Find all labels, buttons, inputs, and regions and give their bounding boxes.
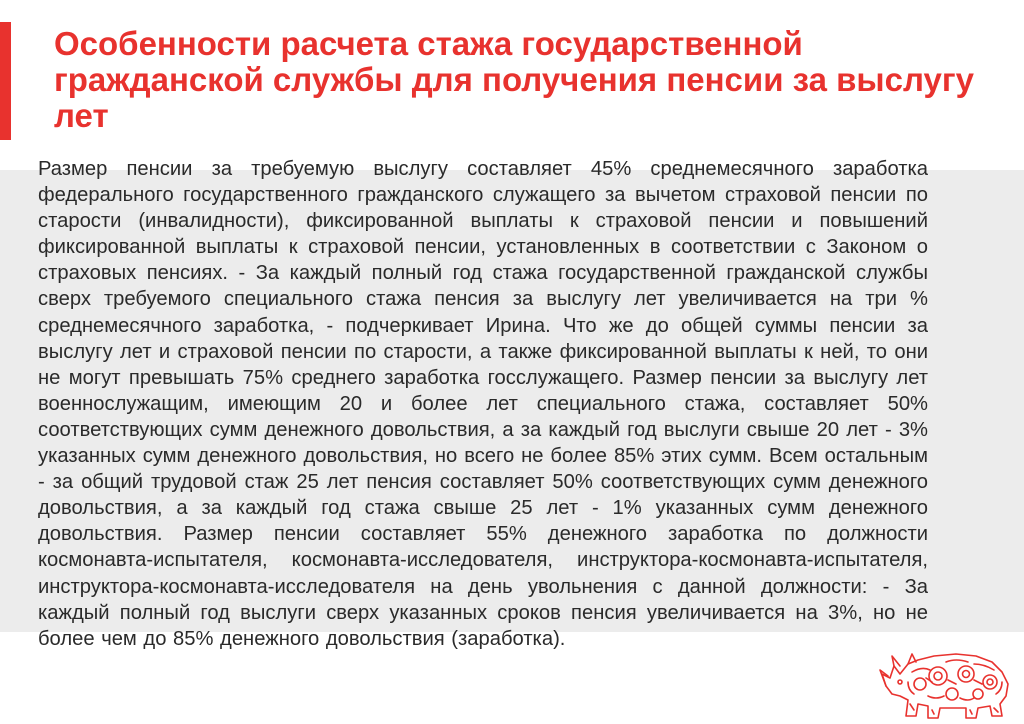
slide-title: Особенности расчета стажа государственной гражданской службы для получения пенсии за выслугу лет [54, 25, 974, 134]
rhino-logo-icon [878, 634, 1016, 720]
accent-bar [0, 22, 11, 140]
slide-body-text: Размер пенсии за требуемую выслугу составляет 45% среднемесячного заработка федерального государственного гражданского служащего за вычетом страховой пенсии по старости (инвалидности), фиксированной выплаты к страховой пенсии и повышений фиксированной выплаты к страховой пенсии, установленных в соответствии с Законом о страховых пенсиях. - За каждый полный год стажа государственной гражданской службы сверх требуемого специального стажа пенсия за выслугу лет увеличивается на три % среднемесячного заработка, - подчеркивает Ирина. Что же до общей суммы пенсии за выслугу лет и страховой пенсии по старости, а также фиксированной выплаты к ней, то они не могут превышать 75% среднего заработка госслужащего. Размер пенсии за выслугу лет военнослужащим, имеющим 20 и более лет специального стажа, составляет 50% соответствующих сумм денежного довольствия, а за каждый год выслуги свыше 20 лет - 3% указанных сумм денежного довольствия, но всего не более 85% этих сумм. Всем остальным - за общий трудовой стаж 25 лет пенсия составляет 50% соответствующих сумм денежного довольствия, а за каждый год стажа свыше 25 лет - 1% указанных сумм денежного довольствия. Размер пенсии составляет 55% денежного заработка по должности космонавта-испытателя, космонавта-исследователя, инструктора-космонавта-испытателя, инструктора-космонавта-исследователя на день увольнения с данной должности: - За каждый полный год выслуги сверх указанных сроков пенсия увеличивается на 3%, но не более чем до 85% денежного довольствия (заработка). [38, 158, 928, 650]
